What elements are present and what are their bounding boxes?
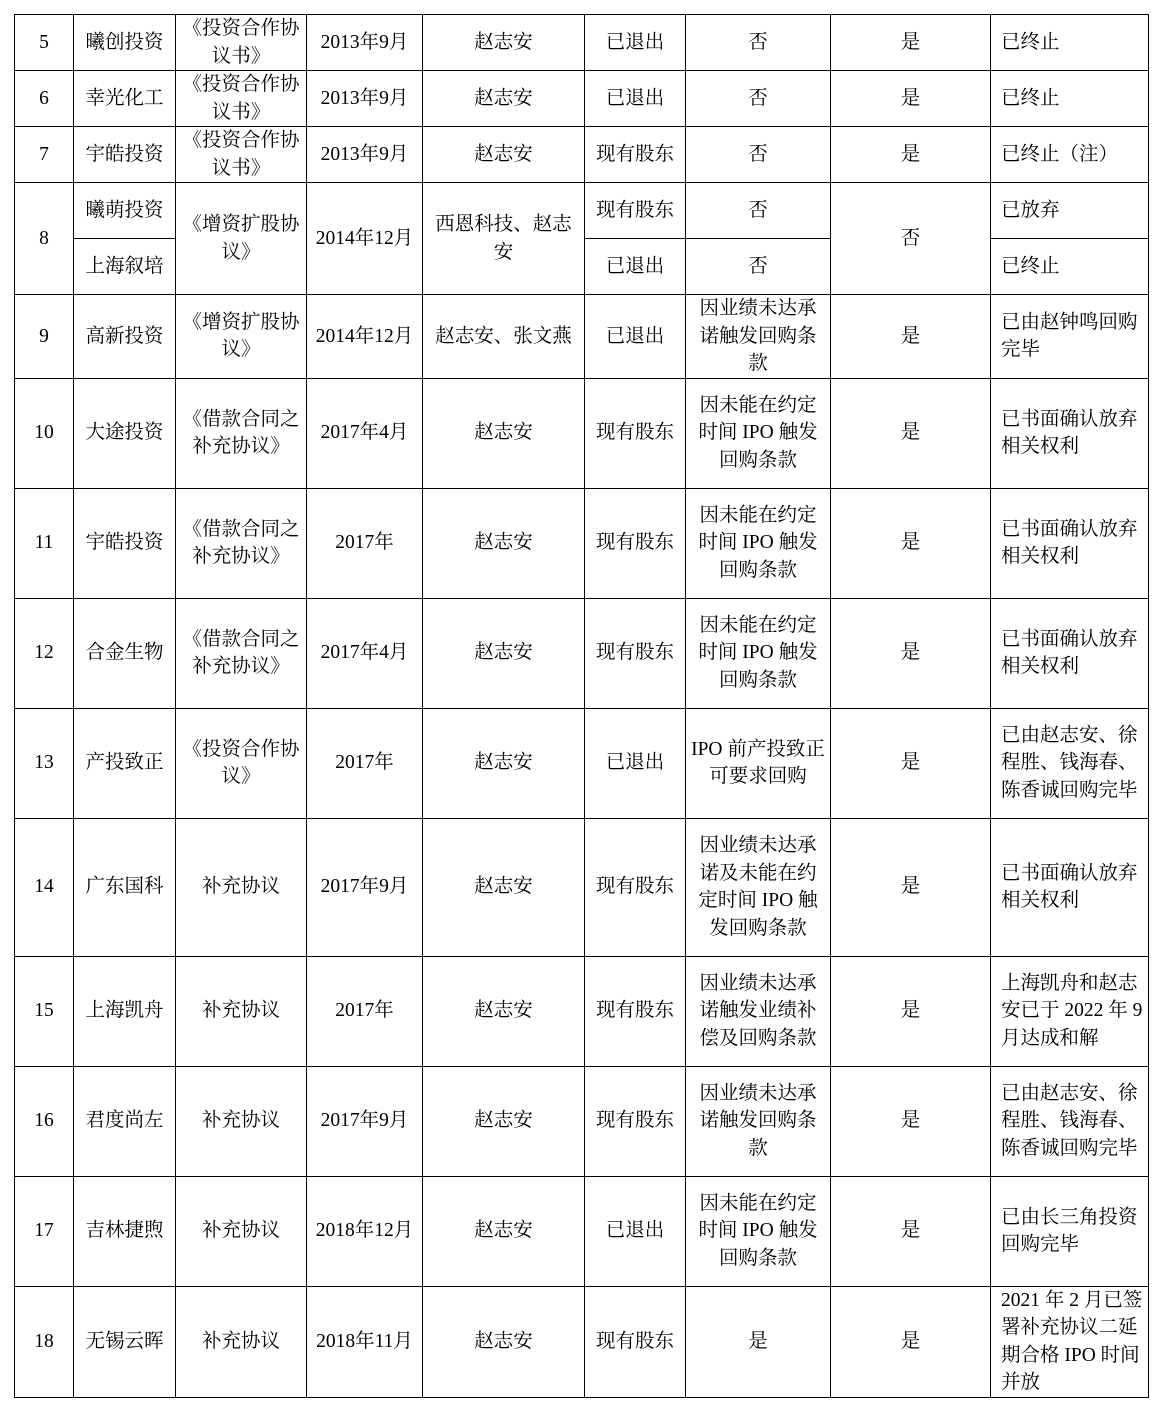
current-status: 已书面确认放弃相关权利 xyxy=(991,378,1149,488)
special-terms: 否 xyxy=(686,71,831,127)
special-terms: 否 xyxy=(686,127,831,183)
table-row xyxy=(15,295,1149,379)
obligor: 赵志安 xyxy=(423,818,585,956)
signing-date: 2017年9月 xyxy=(307,818,423,956)
terminated-flag: 是 xyxy=(831,956,991,1066)
shareholder-status: 现有股东 xyxy=(585,127,686,183)
agreement-name: 《投资合作协议》 xyxy=(176,708,307,818)
special-terms: 因未能在约定时间 IPO 触发回购条款 xyxy=(686,488,831,598)
current-status: 已书面确认放弃相关权利 xyxy=(991,598,1149,708)
current-status: 上海凯舟和赵志安已于 2022 年 9 月达成和解 xyxy=(991,956,1149,1066)
shareholder-status: 现有股东 xyxy=(585,1286,686,1397)
current-status: 已由长三角投资回购完毕 xyxy=(991,1176,1149,1286)
row-number: 11 xyxy=(15,488,74,598)
signing-date: 2013年9月 xyxy=(307,127,423,183)
table-body xyxy=(15,15,1149,1398)
agreement-name: 《借款合同之补充协议》 xyxy=(176,378,307,488)
special-terms: 是 xyxy=(686,1286,831,1397)
row-number: 6 xyxy=(15,71,74,127)
shareholder-status: 现有股东 xyxy=(585,956,686,1066)
row-number: 8 xyxy=(15,183,74,295)
agreement-name: 补充协议 xyxy=(176,1066,307,1176)
row-number: 18 xyxy=(15,1286,74,1397)
current-status: 已由赵志安、徐程胜、钱海春、陈香诚回购完毕 xyxy=(991,708,1149,818)
investor-name: 产投致正 xyxy=(74,708,176,818)
signing-date: 2018年11月 xyxy=(307,1286,423,1397)
agreement-name: 《投资合作协议书》 xyxy=(176,71,307,127)
investor-name: 上海凯舟 xyxy=(74,956,176,1066)
obligor: 赵志安 xyxy=(423,488,585,598)
agreement-name: 《借款合同之补充协议》 xyxy=(176,598,307,708)
special-terms: 因业绩未达承诺触发业绩补偿及回购条款 xyxy=(686,956,831,1066)
signing-date: 2017年4月 xyxy=(307,598,423,708)
terminated-flag: 是 xyxy=(831,378,991,488)
signing-date: 2017年9月 xyxy=(307,1066,423,1176)
current-status: 已终止 xyxy=(991,239,1149,295)
current-status: 已由赵钟鸣回购完毕 xyxy=(991,295,1149,379)
current-status: 已终止（注） xyxy=(991,127,1149,183)
obligor: 赵志安、张文燕 xyxy=(423,295,585,379)
agreement-name: 《增资扩股协议》 xyxy=(176,183,307,295)
terminated-flag: 是 xyxy=(831,708,991,818)
table-row xyxy=(15,15,1149,71)
row-number: 13 xyxy=(15,708,74,818)
table-row xyxy=(15,956,1149,1066)
shareholder-status: 已退出 xyxy=(585,708,686,818)
terminated-flag: 是 xyxy=(831,1176,991,1286)
current-status: 已终止 xyxy=(991,71,1149,127)
signing-date: 2017年4月 xyxy=(307,378,423,488)
terminated-flag: 是 xyxy=(831,15,991,71)
obligor: 赵志安 xyxy=(423,71,585,127)
shareholder-status: 已退出 xyxy=(585,15,686,71)
row-number: 16 xyxy=(15,1066,74,1176)
obligor: 赵志安 xyxy=(423,1066,585,1176)
investor-name: 大途投资 xyxy=(74,378,176,488)
agreement-name: 《借款合同之补充协议》 xyxy=(176,488,307,598)
shareholder-status: 现有股东 xyxy=(585,818,686,956)
special-terms: 因业绩未达承诺及未能在约定时间 IPO 触发回购条款 xyxy=(686,818,831,956)
signing-date: 2013年9月 xyxy=(307,71,423,127)
signing-date: 2017年 xyxy=(307,708,423,818)
shareholder-status: 现有股东 xyxy=(585,488,686,598)
shareholder-status: 已退出 xyxy=(585,71,686,127)
table-row xyxy=(15,378,1149,488)
current-status: 已放弃 xyxy=(991,183,1149,239)
shareholder-status: 已退出 xyxy=(585,295,686,379)
terminated-flag: 是 xyxy=(831,1286,991,1397)
signing-date: 2017年 xyxy=(307,956,423,1066)
obligor: 赵志安 xyxy=(423,15,585,71)
agreement-table xyxy=(14,14,1149,1398)
terminated-flag: 是 xyxy=(831,488,991,598)
investor-name: 曦萌投资 xyxy=(74,183,176,239)
investor-name: 合金生物 xyxy=(74,598,176,708)
row-number: 5 xyxy=(15,15,74,71)
terminated-flag: 是 xyxy=(831,295,991,379)
special-terms: 因业绩未达承诺触发回购条款 xyxy=(686,1066,831,1176)
agreement-name: 补充协议 xyxy=(176,1286,307,1397)
shareholder-status: 现有股东 xyxy=(585,378,686,488)
special-terms: 因未能在约定时间 IPO 触发回购条款 xyxy=(686,598,831,708)
signing-date: 2013年9月 xyxy=(307,15,423,71)
row-number: 7 xyxy=(15,127,74,183)
table-row xyxy=(15,71,1149,127)
terminated-flag: 是 xyxy=(831,127,991,183)
investor-name: 幸光化工 xyxy=(74,71,176,127)
table-row xyxy=(15,818,1149,956)
table-row xyxy=(15,127,1149,183)
signing-date: 2017年 xyxy=(307,488,423,598)
special-terms: 因未能在约定时间 IPO 触发回购条款 xyxy=(686,378,831,488)
terminated-flag: 是 xyxy=(831,598,991,708)
investor-name: 高新投资 xyxy=(74,295,176,379)
terminated-flag: 是 xyxy=(831,71,991,127)
table-row xyxy=(15,488,1149,598)
obligor: 西恩科技、赵志安 xyxy=(423,183,585,295)
obligor: 赵志安 xyxy=(423,127,585,183)
investor-name: 宇皓投资 xyxy=(74,127,176,183)
row-number: 15 xyxy=(15,956,74,1066)
shareholder-status: 已退出 xyxy=(585,1176,686,1286)
shareholder-status: 现有股东 xyxy=(585,183,686,239)
row-number: 10 xyxy=(15,378,74,488)
current-status: 已书面确认放弃相关权利 xyxy=(991,488,1149,598)
current-status: 已由赵志安、徐程胜、钱海春、陈香诚回购完毕 xyxy=(991,1066,1149,1176)
agreement-name: 补充协议 xyxy=(176,1176,307,1286)
obligor: 赵志安 xyxy=(423,378,585,488)
obligor: 赵志安 xyxy=(423,598,585,708)
investor-name: 无锡云晖 xyxy=(74,1286,176,1397)
terminated-flag: 是 xyxy=(831,1066,991,1176)
investor-name: 上海叙培 xyxy=(74,239,176,295)
agreement-name: 补充协议 xyxy=(176,818,307,956)
table-row xyxy=(15,708,1149,818)
special-terms: 因业绩未达承诺触发回购条款 xyxy=(686,295,831,379)
special-terms: 否 xyxy=(686,183,831,239)
row-number: 17 xyxy=(15,1176,74,1286)
agreement-name: 《增资扩股协议》 xyxy=(176,295,307,379)
investor-name: 广东国科 xyxy=(74,818,176,956)
obligor: 赵志安 xyxy=(423,1176,585,1286)
signing-date: 2018年12月 xyxy=(307,1176,423,1286)
investor-name: 宇皓投资 xyxy=(74,488,176,598)
obligor: 赵志安 xyxy=(423,956,585,1066)
terminated-flag: 是 xyxy=(831,818,991,956)
obligor: 赵志安 xyxy=(423,1286,585,1397)
terminated-flag: 否 xyxy=(831,183,991,295)
agreement-name: 补充协议 xyxy=(176,956,307,1066)
obligor: 赵志安 xyxy=(423,708,585,818)
shareholder-status: 已退出 xyxy=(585,239,686,295)
agreement-name: 《投资合作协议书》 xyxy=(176,15,307,71)
row-number: 12 xyxy=(15,598,74,708)
investor-name: 曦创投资 xyxy=(74,15,176,71)
table-row xyxy=(15,183,1149,239)
table-row xyxy=(15,598,1149,708)
shareholder-status: 现有股东 xyxy=(585,598,686,708)
current-status: 2021 年 2 月已签署补充协议二延期合格 IPO 时间并放 xyxy=(991,1286,1149,1397)
table-row xyxy=(15,1066,1149,1176)
table-row xyxy=(15,1176,1149,1286)
table-row xyxy=(15,1286,1149,1397)
row-number: 9 xyxy=(15,295,74,379)
special-terms: 否 xyxy=(686,15,831,71)
special-terms: 因未能在约定时间 IPO 触发回购条款 xyxy=(686,1176,831,1286)
current-status: 已书面确认放弃相关权利 xyxy=(991,818,1149,956)
special-terms: 否 xyxy=(686,239,831,295)
investor-name: 吉林捷煦 xyxy=(74,1176,176,1286)
shareholder-status: 现有股东 xyxy=(585,1066,686,1176)
signing-date: 2014年12月 xyxy=(307,183,423,295)
agreement-name: 《投资合作协议书》 xyxy=(176,127,307,183)
signing-date: 2014年12月 xyxy=(307,295,423,379)
investor-name: 君度尚左 xyxy=(74,1066,176,1176)
row-number: 14 xyxy=(15,818,74,956)
special-terms: IPO 前产投致正可要求回购 xyxy=(686,708,831,818)
current-status: 已终止 xyxy=(991,15,1149,71)
